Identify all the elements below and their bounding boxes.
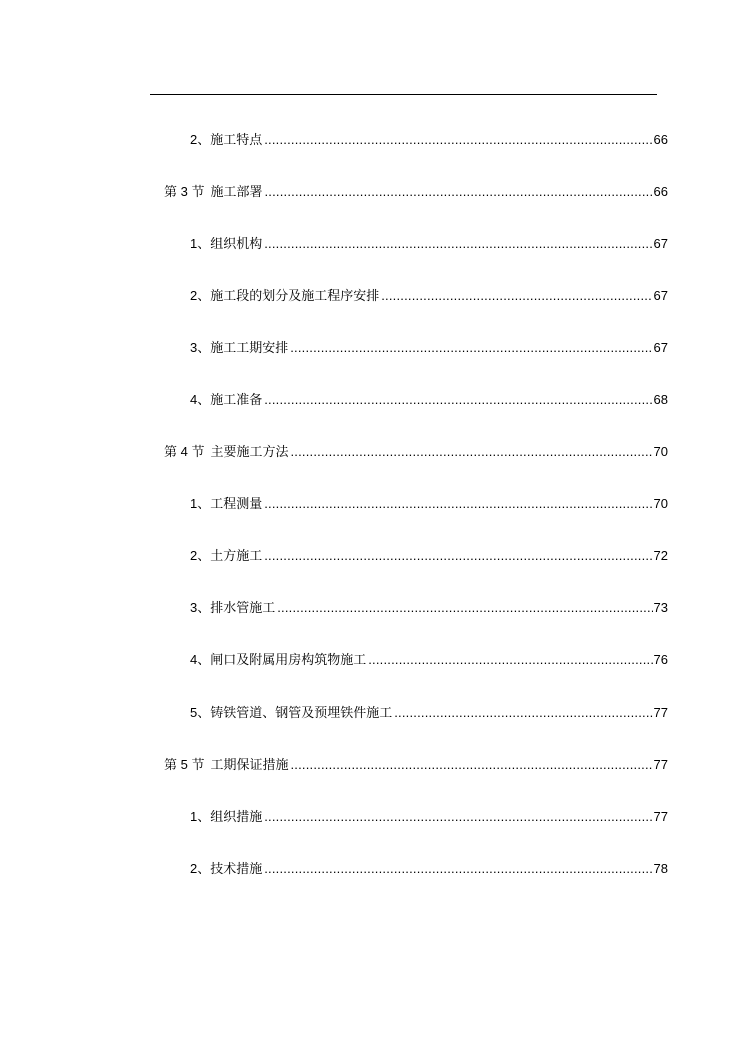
toc-entry-number: 1、: [190, 809, 211, 824]
toc-entry-title: 排水管施工: [210, 600, 276, 615]
dot-leader: [368, 650, 652, 670]
dot-leader: [264, 494, 652, 514]
toc-entry-page: 66: [653, 184, 668, 199]
toc-entry[interactable]: [190, 807, 668, 827]
toc-entry-page: 68: [653, 392, 668, 407]
toc-entry-title: 工程测量: [210, 496, 263, 511]
toc-entry-title: 土方施工: [210, 548, 263, 563]
toc-entry-title: 技术措施: [210, 861, 263, 876]
dot-leader: [264, 234, 652, 254]
dot-leader: [277, 598, 652, 618]
toc-entry[interactable]: [190, 130, 668, 150]
toc-entry-title: 施工部署: [210, 184, 263, 199]
toc-entry[interactable]: [190, 338, 668, 358]
toc-entry-page: 77: [653, 705, 668, 720]
toc-entry[interactable]: [164, 755, 668, 775]
toc-entry-title: 工期保证措施: [210, 757, 289, 772]
toc-entry-number: 3、: [190, 600, 211, 615]
toc-entry-page: 73: [653, 600, 668, 615]
toc-entry-number: 2、: [190, 132, 211, 147]
toc-entry-number: 第 3 节: [164, 184, 205, 199]
toc-entry-title: 施工准备: [210, 392, 263, 407]
toc-entry-title: 铸铁管道、钢管及预埋铁件施工: [210, 705, 393, 720]
toc-entry-number: 第 4 节: [164, 444, 205, 459]
toc-entry-page: 67: [653, 340, 668, 355]
toc-entry[interactable]: [164, 182, 668, 202]
toc-entry-number: 4、: [190, 652, 211, 667]
toc-entry-number: 1、: [190, 496, 211, 511]
toc-entry-page: 77: [653, 757, 668, 772]
toc-entry-page: 77: [653, 809, 668, 824]
toc-entry-title: 组织措施: [210, 809, 263, 824]
toc-entry[interactable]: [190, 703, 668, 723]
header-rule: [150, 94, 657, 95]
toc-entry-title: 闸口及附属用房构筑物施工: [210, 652, 367, 667]
toc-entry[interactable]: [190, 494, 668, 514]
toc-entry-page: 70: [653, 496, 668, 511]
dot-leader: [264, 859, 652, 879]
toc-entry-title: 组织机构: [210, 236, 263, 251]
toc-entry-number: 2、: [190, 548, 211, 563]
toc-entry-title: 施工特点: [210, 132, 263, 147]
toc-entry-page: 72: [653, 548, 668, 563]
toc-entry-number: 2、: [190, 861, 211, 876]
dot-leader: [290, 755, 652, 775]
toc-entry[interactable]: [190, 234, 668, 254]
dot-leader: [264, 390, 652, 410]
dot-leader: [290, 338, 652, 358]
toc-entry-number: 2、: [190, 288, 211, 303]
toc-entry-number: 4、: [190, 392, 211, 407]
toc-entry-title: 主要施工方法: [210, 444, 289, 459]
toc-entry-number: 第 5 节: [164, 757, 205, 772]
dot-leader: [264, 182, 652, 202]
dot-leader: [290, 442, 652, 462]
toc-entry-page: 67: [653, 288, 668, 303]
toc-entry[interactable]: [190, 598, 668, 618]
toc-entry[interactable]: [190, 650, 668, 670]
toc-entry-page: 66: [653, 132, 668, 147]
toc-entry[interactable]: [190, 286, 668, 306]
toc-entry-number: 5、: [190, 705, 211, 720]
dot-leader: [264, 130, 652, 150]
toc-entry-title: 施工工期安排: [210, 340, 289, 355]
dot-leader: [264, 807, 652, 827]
toc-entry[interactable]: [164, 442, 668, 462]
dot-leader: [381, 286, 652, 306]
toc-entry[interactable]: [190, 546, 668, 566]
toc-entry-page: 70: [653, 444, 668, 459]
toc-entry-title: 施工段的划分及施工程序安排: [210, 288, 380, 303]
toc-entry-page: 76: [653, 652, 668, 667]
toc-entry-page: 78: [653, 861, 668, 876]
toc-entry[interactable]: [190, 859, 668, 879]
dot-leader: [394, 703, 652, 723]
toc-entry-number: 3、: [190, 340, 211, 355]
dot-leader: [264, 546, 652, 566]
toc-entry-number: 1、: [190, 236, 211, 251]
toc-entry[interactable]: [190, 390, 668, 410]
toc-entry-page: 67: [653, 236, 668, 251]
